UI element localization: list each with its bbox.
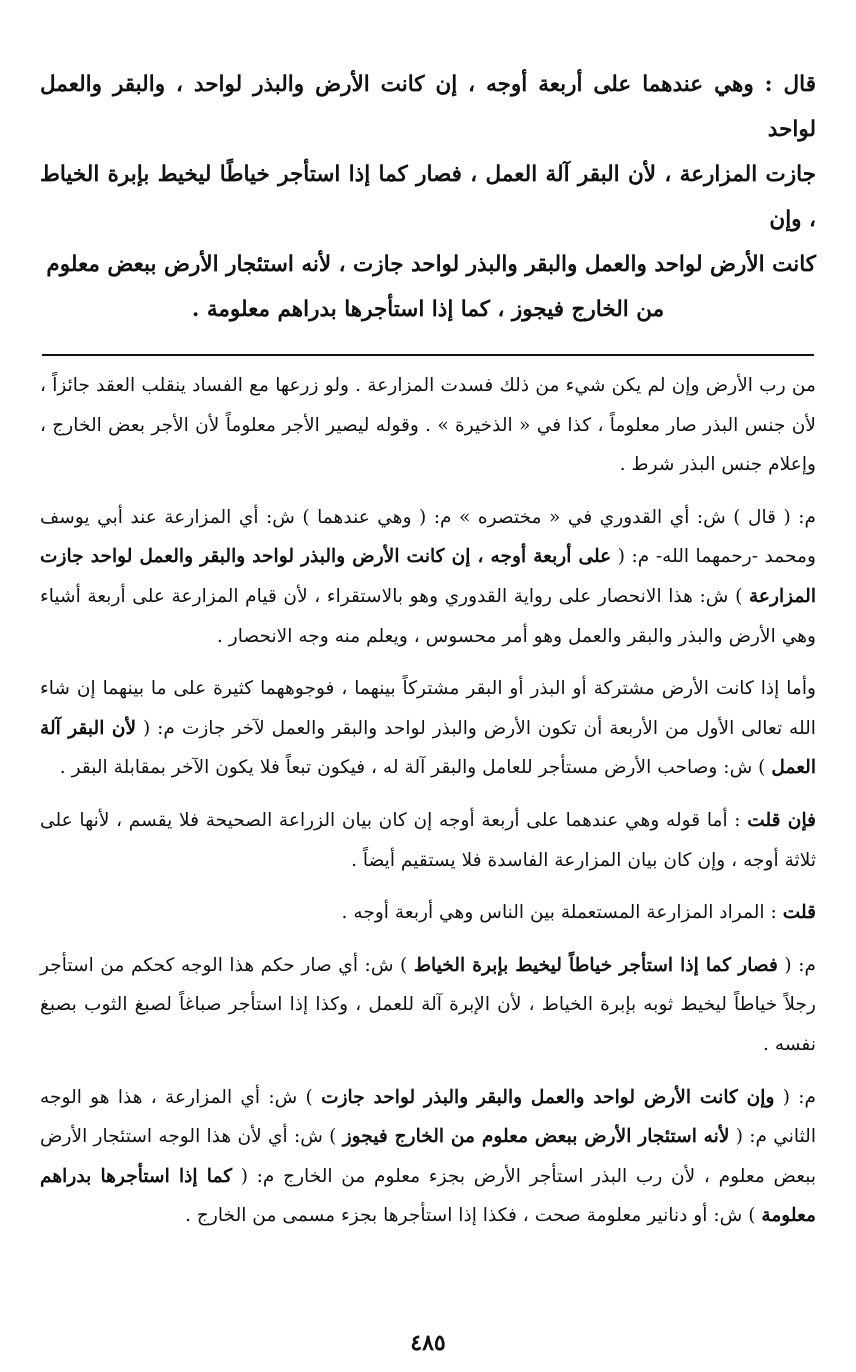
quoted-text: قلت: [782, 902, 816, 924]
text-run: ) ش: أي لأن هذا الوجه استئجار الأرض ببعض معلوم ، لأن رب البذر استأجر الأرض بجزء معلوم من الخارج م: (: [40, 1126, 816, 1187]
page-number: ٤٨٥: [410, 1330, 446, 1356]
main-text: [40, 62, 816, 332]
commentary-paragraph: [40, 498, 816, 656]
text-run: ) ش: أي صار حكم هذا الوجه كحكم من استأجر رجلاً خياطاً ليخيط ثوبه بإبرة الخياط ، لأن الإبرة آلة للعمل ، وكذا إذا استأجر صباغاً لصبغ الثوب بصبغ نفسه .: [40, 954, 816, 1055]
commentary: [40, 366, 816, 1236]
text-run: ) ش: هذا الانحصار على رواية القدوري وهو بالاستقراء ، لأن قيام المزارعة على أربعة أشياء وهي الأرض والبذر والبقر والعمل وهو أمر محسوس ، ويعلم منه وجه الانحصار .: [40, 585, 816, 647]
text-run: م: (: [777, 954, 816, 976]
text-run: م: (: [774, 1086, 816, 1108]
main-text-line: كانت الأرض لواحد والعمل والبقر والبذر لواحد جازت ، لأنه استئجار الأرض ببعض معلوم: [46, 252, 816, 277]
text-run: م: ( قال ) ش: أي القدوري في « مختصره » م: ( وهي عندهما ) ش: أي المزارعة عند أبي يوسف ومحمد -رحمهما الله- م: (: [40, 506, 816, 568]
commentary-paragraph: [40, 669, 816, 788]
quoted-text: على أربعة أوجه ، إن كانت الأرض والبذر لواحد والبقر والعمل لواحد جازت المزارعة: [40, 546, 816, 607]
text-run: ) ش: أو دنانير معلومة صحت ، فكذا إذا استأجرها بجزء مسمى من الخارج .: [185, 1205, 762, 1227]
quoted-text: فإن قلت: [747, 809, 817, 831]
commentary-paragraph: من رب الأرض وإن لم يكن شيء من ذلك فسدت المزارعة . ولو زرعها مع الفساد ينقلب العقد جائزاً ، لأن جنس البذر صار معلوماً ، كذا في « الذخيرة » . وقوله ليصير الأجر معلوماً لأن الأجر بعض الخارج ، وإعلام جنس البذر شرط .: [40, 375, 816, 476]
page-body: [40, 62, 816, 1249]
text-run: وأما إذا كانت الأرض مشتركة أو البذر أو البقر مشتركاً بينهما ، فوجوههما كثيرة على ما بينهما إن شاء الله تعالى الأول من الأربعة أن تكون الأرض والبذر لواحد والبقر والعمل لآخر جازت م: (: [40, 678, 816, 739]
main-text-line: من الخارج فيجوز ، كما إذا استأجرها بدراهم معلومة .: [191, 297, 665, 322]
quoted-text: فصار كما إذا استأجر خياطاً ليخيط بإبرة الخياط: [413, 954, 778, 976]
commentary-paragraph: [40, 1078, 816, 1236]
text-run: ) ش: وصاحب الأرض مستأجر للعامل والبقر آلة له ، فيكون تبعاً فلا يكون الآخر بمقابلة البقر .: [59, 757, 772, 779]
main-text-line: قال : وهي عندهما على أربعة أوجه ، إن كانت الأرض والبذر لواحد ، والبقر والعمل لواحد: [40, 72, 816, 142]
commentary-paragraph: [40, 801, 816, 880]
quoted-text: لأنه استئجار الأرض ببعض معلوم من الخارج فيجوز: [342, 1126, 730, 1148]
main-text-line: جازت المزارعة ، لأن البقر آلة العمل ، فصار كما إذا استأجر خياطًا ليخيط بإبرة الخياط ، وإن: [40, 162, 816, 232]
quoted-text: لأن البقر آلة العمل: [40, 717, 816, 779]
text-run: : المراد المزارعة المستعملة بين الناس وهي أربعة أوجه .: [341, 902, 783, 924]
text-run: ) ش: أي المزارعة ، هذا هو الوجه الثاني م: (: [40, 1086, 817, 1148]
commentary-paragraph: [40, 893, 816, 933]
quoted-text: وإن كانت الأرض لواحد والعمل والبقر والبذر لواحد جازت: [321, 1086, 775, 1108]
commentary-paragraph: [40, 946, 816, 1065]
text-run: : أما قوله وهي عندهما على أربعة أوجه إن كان بيان الزراعة الصحيحة فلا يقسم ، لأنها على ثلاثة أوجه ، وإن كان بيان المزارعة الفاسدة فلا يستقيم أيضاً .: [40, 809, 816, 871]
separator-rule: [42, 354, 814, 356]
quoted-text: كما إذا استأجرها بدراهم معلومة: [40, 1165, 816, 1227]
